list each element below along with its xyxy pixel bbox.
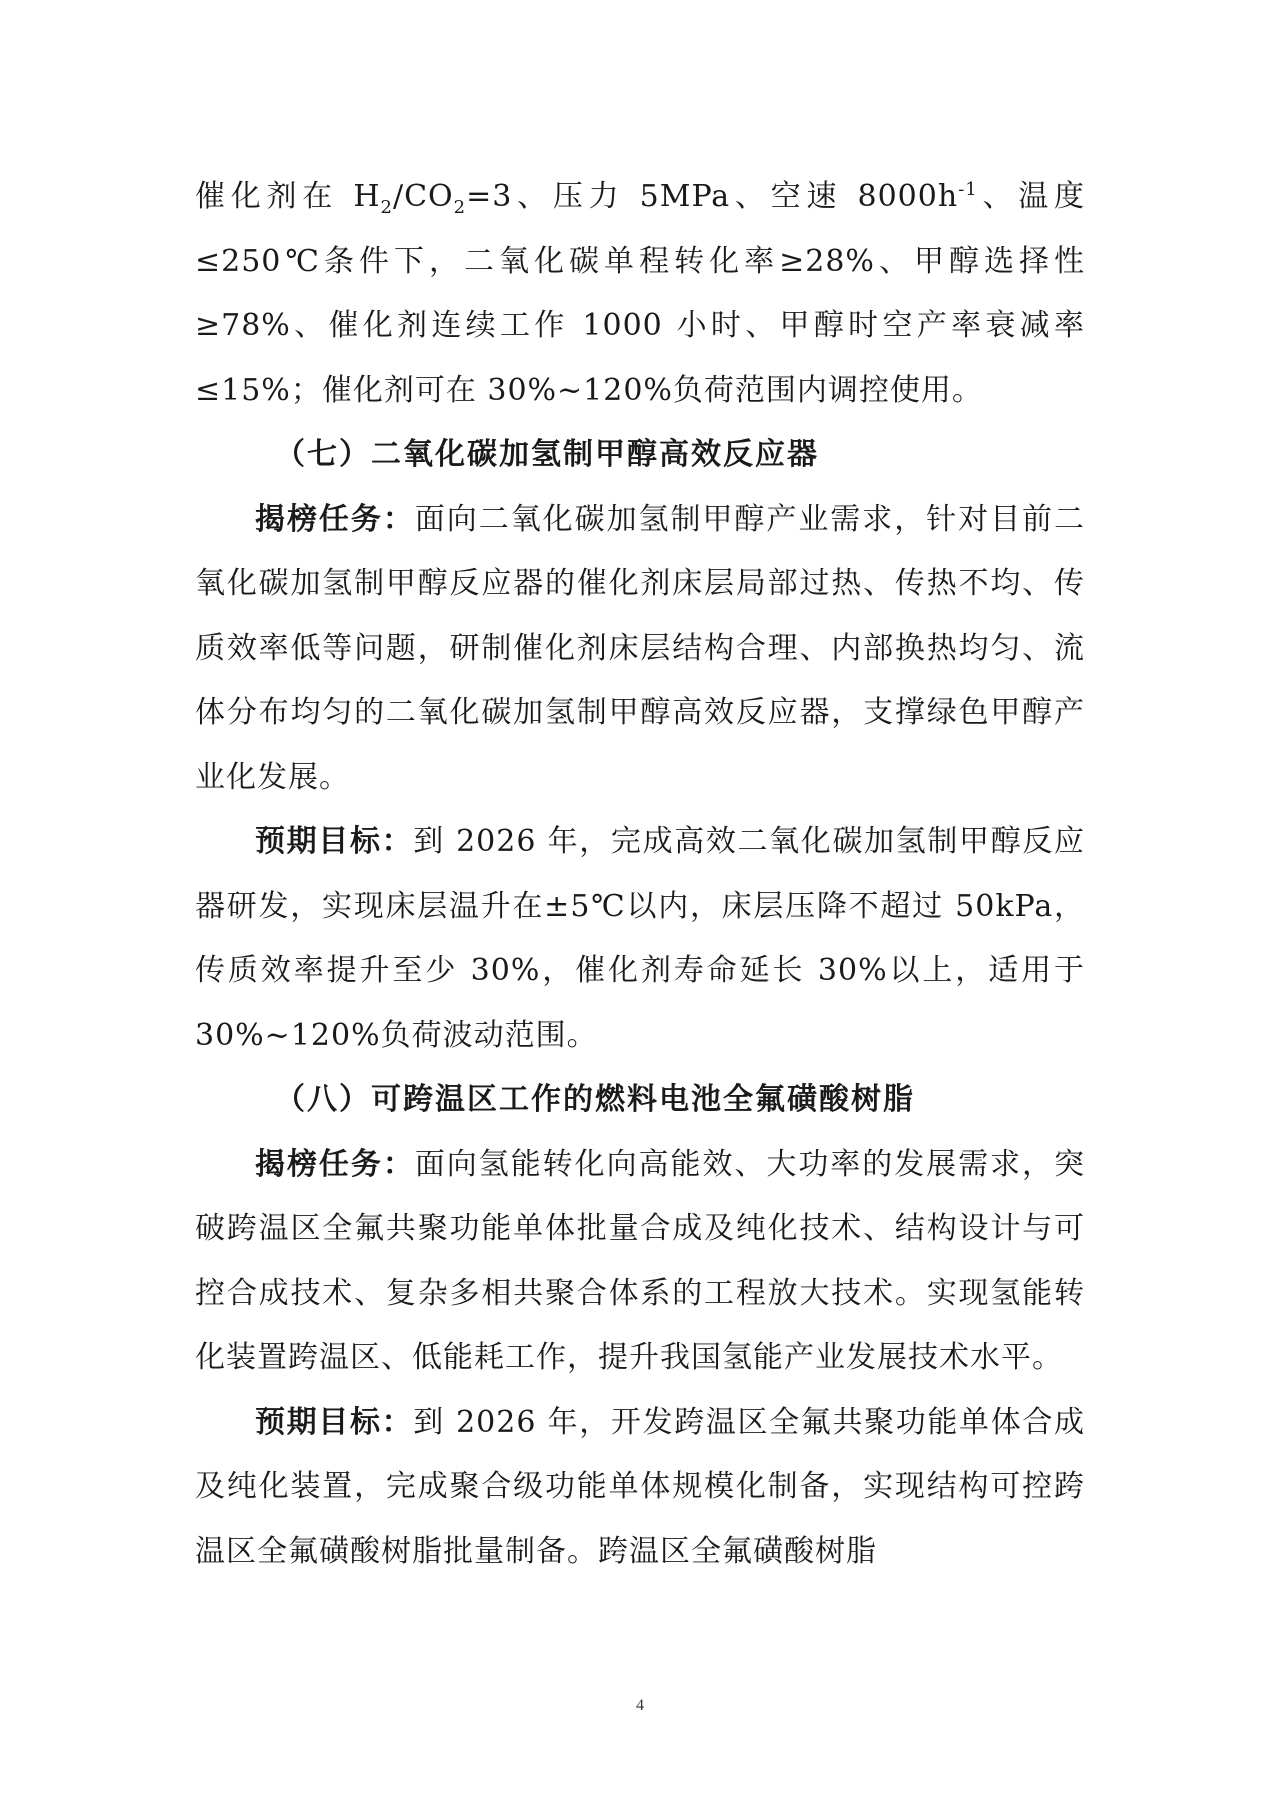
goal-text: 到 2026 年，完成高效二氧化碳加氢制甲醇反应器研发，实现床层温升在±5℃以内，床层压降不超过 50kPa，传质效率提升至少 30%，催化剂寿命延长 30%以上，适用于 30%~120%负荷波动范围。 [195,824,1086,1053]
section-8-goal-paragraph [195,1391,1085,1585]
section-8-task-paragraph [195,1133,1085,1391]
paragraph-catalyst-conditions [195,165,1085,423]
text-run: 、温度≤250℃条件下，二氧化碳单程转化率≥28%、甲醇选择性≥78%、催化剂连续工作 1000 小时、甲醇时空产率衰减率≤15%；催化剂可在 30%~120%负荷范围内调控使用。 [195,179,1086,408]
section-heading-8: （八）可跨温区工作的燃料电池全氟磺酸树脂 [275,1082,915,1117]
subscript: 2 [380,197,393,218]
section-7-task-paragraph [195,488,1085,811]
text-run: /CO [392,179,454,214]
section-heading-7: （七）二氧化碳加氢制甲醇高效反应器 [275,437,819,472]
goal-text: 到 2026 年，开发跨温区全氟共聚功能单体合成及纯化装置，完成聚合级功能单体规模化制备，实现结构可控跨温区全氟磺酸树脂批量制备。跨温区全氟磺酸树脂 [195,1404,1086,1569]
goal-label: 预期目标： [255,1404,414,1440]
superscript: -1 [958,179,978,200]
section-7-goal-paragraph [195,810,1085,1068]
page-body [195,165,1085,1584]
task-text: 面向二氧化碳加氢制甲醇产业需求，针对目前二氧化碳加氢制甲醇反应器的催化剂床层局部过热、传热不均、传质效率低等问题，研制催化剂床层结构合理、内部换热均匀、流体分布均匀的二氧化碳加氢制甲醇高效反应器，支撑绿色甲醇产业化发展。 [195,501,1086,795]
text-run: =3、压力 5MPa、空速 8000h [466,179,959,214]
text-run: 催化剂在 H [195,179,381,214]
subscript: 2 [453,197,467,218]
goal-label: 预期目标： [255,824,414,859]
task-label: 揭榜任务： [255,501,415,537]
task-text: 面向氢能转化向高能效、大功率的发展需求，突破跨温区全氟共聚功能单体批量合成及纯化技术、结构设计与可控合成技术、复杂多相共聚合体系的工程放大技术。实现氢能转化装置跨温区、低能耗工作，提升我国氢能产业发展技术水平。 [195,1146,1086,1375]
task-label: 揭榜任务： [255,1146,415,1182]
page-number: 4 [636,1697,644,1714]
